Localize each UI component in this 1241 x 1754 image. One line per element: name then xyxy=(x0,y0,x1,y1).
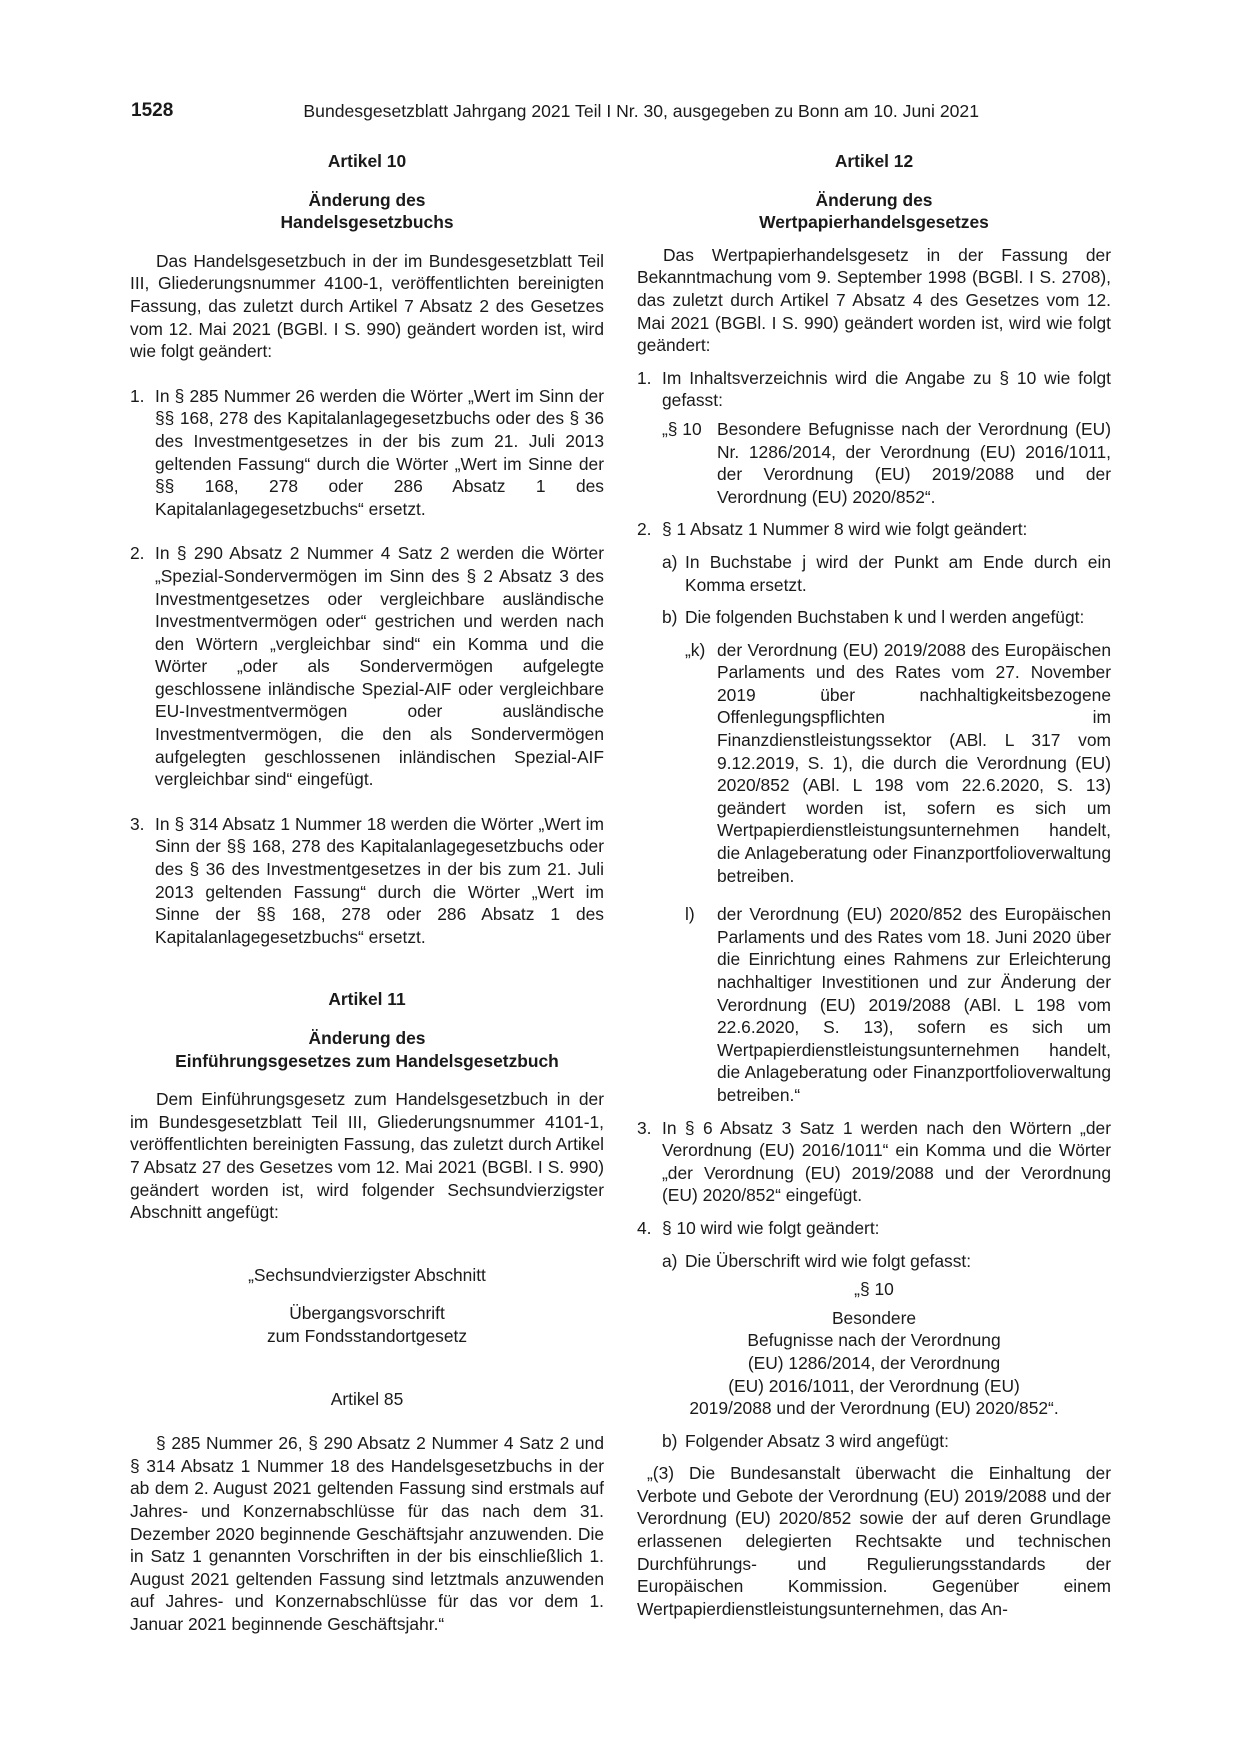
heading-quote-line-3: Befugnisse nach der Verordnung xyxy=(747,1330,1001,1351)
heading-quote-line-2: Besondere xyxy=(831,1307,917,1328)
article-12-subtitle-2: Wertpapierhandelsgesetzes xyxy=(759,212,989,233)
article-12-intro: Das Wertpapierhandelsgesetz in der Fassung der Bekanntmachung vom 9. September 1998 (BGBl. I S. 2708), das zuletzt durch Artikel 7 Absatz 4 des Gesetzes vom 12. Mai 2021 (BGBl. I S. 990) geändert worden ist, wird wie folgt geändert: xyxy=(637,244,1111,356)
item-text: § 10 wird wie folgt geändert: xyxy=(662,1217,880,1238)
item-number: 4. xyxy=(637,1217,652,1238)
item-number: 1. xyxy=(130,385,145,406)
item-text: Die folgenden Buchstaben k und l werden angefügt: xyxy=(685,607,1085,628)
article-12-item-4 xyxy=(637,1217,1111,1240)
heading-quote-line-1: „§ 10 xyxy=(854,1279,894,1300)
item-text: In § 314 Absatz 1 Nummer 18 werden die Wörter „Wert im Sinn der §§ 168, 278 des Kapitalanlagegesetzbuchs oder des § 36 des Investmentgesetzes in der bis zum 21. Juli 2013 geltenden Fassung“ durch die Wörter „Wert im Sinne der §§ 168, 278 oder 286 Absatz 1 des Kapitalanlagegesetzbuchs“ ersetzt. xyxy=(155,813,604,947)
item-number: 2. xyxy=(637,519,652,540)
item-number: „§ 10 xyxy=(662,418,702,439)
item-number: 1. xyxy=(637,367,652,388)
article-11-title: Artikel 11 xyxy=(328,989,406,1010)
item-text: Im Inhaltsverzeichnis wird die Angabe zu § 10 wie folgt gefasst: xyxy=(662,367,1111,411)
section-title: „Sechsundvierzigster Abschnitt xyxy=(248,1264,486,1285)
item-number: 2. xyxy=(130,543,145,564)
article-12-subtitle-1: Änderung des xyxy=(815,189,933,210)
section-subtitle-2: zum Fondsstandortgesetz xyxy=(266,1325,468,1346)
item-text: In § 285 Nummer 26 werden die Wörter „Wert im Sinn der §§ 168, 278 des Kapitalanlagegesetzbuchs oder des § 36 des Investmentgesetzes in der bis zum 21. Juli 2013 geltenden Fassung“ durch die Wörter „Wert im Sinne der §§ 168, 278 oder 286 Absatz 1 des Kapitalanlagegesetzbuchs“ ersetzt. xyxy=(155,385,604,519)
heading-quote-line-6: 2019/2088 und der Verordnung (EU) 2020/852“. xyxy=(689,1398,1059,1419)
right-column xyxy=(637,150,1111,1620)
article-12-item-2a xyxy=(662,551,1111,596)
item-number: 3. xyxy=(637,1117,652,1138)
article-10-intro: Das Handelsgesetzbuch in der im Bundesgesetzblatt Teil III, Gliederungsnummer 4100-1, veröffentlichten bereinigten Fassung, das zuletzt durch Artikel 7 Absatz 2 des Gesetzes vom 12. Mai 2021 (BGBl. I S. 990) geändert worden ist, wird wie folgt geändert: xyxy=(130,250,604,362)
article-10-subtitle-2: Handelsgesetzbuchs xyxy=(280,212,454,233)
item-number: l) xyxy=(685,904,695,925)
item-text: Besondere Befugnisse nach der Verordnung (EU) Nr. 1286/2014, der Verordnung (EU) 2016/1011, der Verordnung (EU) 2019/2088 und der Verordnung (EU) 2020/852“. xyxy=(717,418,1111,507)
article-12-title: Artikel 12 xyxy=(834,151,914,171)
item-number: b) xyxy=(662,607,678,628)
article-10-title: Artikel 10 xyxy=(327,151,407,171)
article-10-item-2 xyxy=(130,542,604,791)
heading-quote-line-4: (EU) 1286/2014, der Verordnung xyxy=(747,1352,1001,1373)
article-85-title: Artikel 85 xyxy=(330,1388,404,1409)
page-number: 1528 xyxy=(131,100,174,121)
article-85-text: § 285 Nummer 26, § 290 Absatz 2 Nummer 4 Satz 2 und § 314 Absatz 1 Nummer 18 des Handelsgesetzbuchs in der ab dem 2. August 2021 geltenden Fassung sind erstmals auf Jahres- und Konzernabschlüsse für das nach dem 31. Dezember 2020 beginnende Geschäftsjahr anzuwenden. Die in Satz 1 genannten Vorschriften in der bis einschließlich 1. August 2021 geltenden Fassung sind letztmals anzuwenden auf Jahres- und Konzernabschlüsse für das vor dem 1. Januar 2021 beginnende Geschäftsjahr.“ xyxy=(130,1433,604,1634)
left-column xyxy=(130,150,604,1635)
item-number: 3. xyxy=(130,813,145,834)
item-text: In § 290 Absatz 2 Nummer 4 Satz 2 werden die Wörter „Spezial-Sondervermögen im Sinn des § 2 Absatz 3 des Investmentgesetzes oder vergleichbare ausländische Investmentvermögen oder“ gestrichen und werden nach den Wörtern „vergleichbar sind“ ein Komma und die Wörter „oder als Sondervermögen aufgelegte geschlossene inländische Spezial-AIF oder vergleichbare EU-Investmentvermögen oder ausländische Investmentvermögen, die den als Sondervermögen aufgelegten geschlossenen inländischen Spezial-AIF vergleichbar sind“ eingefügt. xyxy=(155,543,604,790)
item-text: der Verordnung (EU) 2020/852 des Europäischen Parlaments und des Rates vom 18. Juni 2020 über die Einrichtung eines Rahmens zur Erleichterung nachhaltiger Investitionen und zur Änderung der Verordnung (EU) 2019/2088 (ABl. L 198 vom 22.6.2020, S. 13), sofern es sich um Wertpapierdienstleistungsunternehmen handelt, die Anlageberatung oder Finanzportfolioverwaltung betreiben.“ xyxy=(717,904,1111,1105)
article-10-item-3 xyxy=(130,813,604,949)
article-11-subtitle-1: Änderung des xyxy=(308,1028,426,1048)
section-subtitle-1: Übergangsvorschrift xyxy=(289,1303,445,1324)
item-text: § 1 Absatz 1 Nummer 8 wird wie folgt geändert: xyxy=(662,519,1028,540)
item-text: der Verordnung (EU) 2019/2088 des Europäischen Parlaments und des Rates vom 27. November 2019 über nachhaltigkeitsbezogene Offenlegungspflichten im Finanzdienstleistungssektor (ABl. L 317 vom 9.12.2019, S. 1), die durch die Verordnung (EU) 2020/852 (ABl. L 198 vom 22.6.2020, S. 13) geändert worden ist, sofern es sich um Wertpapierdienstleistungsunternehmen handelt, die Anlageberatung oder Finanzportfolioverwaltung betreiben. xyxy=(717,639,1111,886)
item-number: b) xyxy=(662,1430,678,1451)
article-12-item-1 xyxy=(637,367,1111,412)
item-text: Die Überschrift wird wie folgt gefasst: xyxy=(685,1250,972,1271)
item-text: In Buchstabe j wird der Punkt am Ende durch ein Komma ersetzt. xyxy=(685,551,1111,595)
article-12-item-1-definition xyxy=(662,418,1111,508)
item-number: „k) xyxy=(685,639,706,660)
item-number: a) xyxy=(662,551,678,572)
running-head: Bundesgesetzblatt Jahrgang 2021 Teil I Nr. 30, ausgegeben zu Bonn am 10. Juni 2021 xyxy=(303,101,979,121)
paragraph-3-quote: „(3) Die Bundesanstalt überwacht die Einhaltung der Verbote und Gebote der Verordnung (EU) 2019/2088 und der Verordnung (EU) 2020/852 sowie der auf deren Grundlage erlassenen delegierten Rechtsakte und technischen Durchführungs- und Regulierungsstandards der Europäischen Kommission. Gegenüber einem Wertpapierdienstleistungsunternehmen, das An- xyxy=(637,1463,1111,1619)
article-11-intro: Dem Einführungsgesetz zum Handelsgesetzbuch in der im Bundesgesetzblatt Teil III, Gliederungsnummer 4101-1, veröffentlichten bereinigten Fassung, das zuletzt durch Artikel 7 Absatz 27 des Gesetzes vom 12. Mai 2021 (BGBl. I S. 990) geändert worden ist, wird folgender Sechsundvierzigster Abschnitt angefügt: xyxy=(130,1089,604,1223)
article-10-subtitle-1: Änderung des xyxy=(308,189,426,210)
article-11-subtitle-2: Einführungsgesetzes zum Handelsgesetzbuch xyxy=(175,1050,559,1071)
article-12-item-2b-l xyxy=(685,903,1111,1106)
item-text: Folgender Absatz 3 wird angefügt: xyxy=(685,1430,949,1451)
article-12-item-4a xyxy=(662,1250,1111,1273)
heading-quote-line-5: (EU) 2016/1011, der Verordnung (EU) xyxy=(728,1375,1020,1396)
article-10-item-1 xyxy=(130,385,604,521)
item-text: In § 6 Absatz 3 Satz 1 werden nach den Wörtern „der Verordnung (EU) 2016/1011“ ein Komma und die Wörter „der Verordnung (EU) 2019/2088 und der Verordnung (EU) 2020/852“ eingefügt. xyxy=(662,1117,1111,1206)
article-12-item-2b xyxy=(662,606,1111,629)
article-12-item-4b xyxy=(662,1430,1111,1453)
article-12-item-2 xyxy=(637,518,1111,541)
article-12-item-2b-k xyxy=(685,639,1111,888)
article-12-item-3 xyxy=(637,1117,1111,1207)
page-header xyxy=(131,98,979,126)
item-number: a) xyxy=(662,1250,678,1271)
